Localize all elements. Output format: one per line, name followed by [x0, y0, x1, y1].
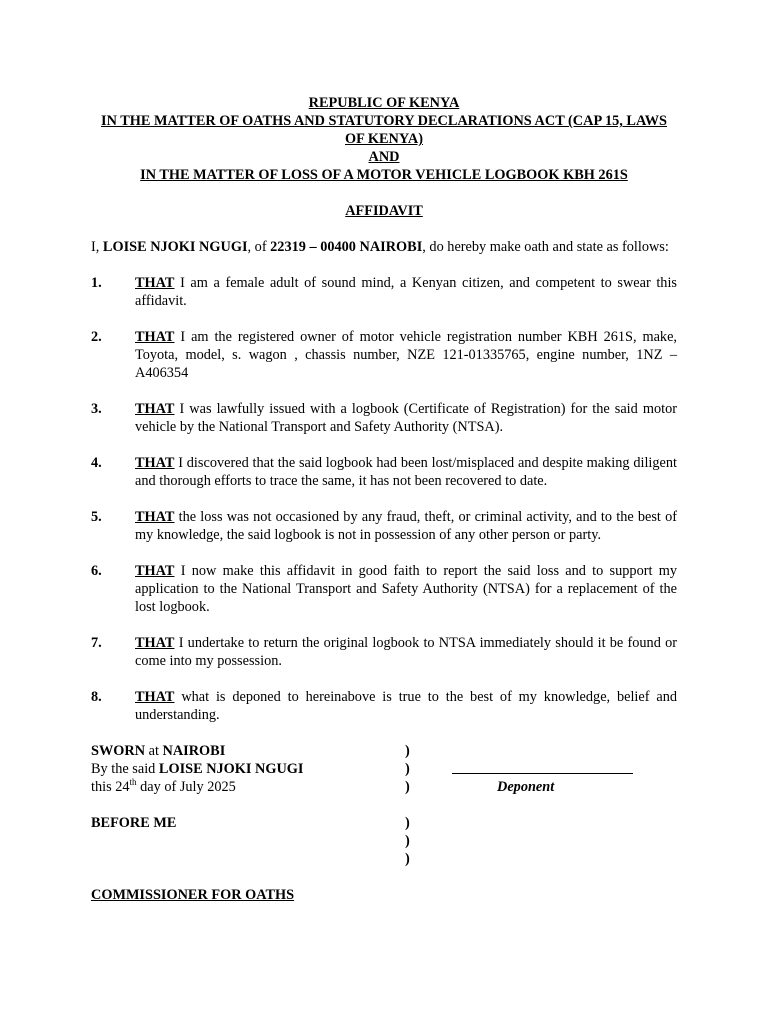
- that-lead: THAT: [135, 689, 175, 705]
- signature-line: [452, 773, 633, 774]
- intro-suffix: , do hereby make oath and state as follows:: [422, 239, 669, 255]
- paragraph-body: what is deponed to hereinabove is true to the best of my knowledge, belief and understanding.: [135, 689, 677, 723]
- paragraph-body: I now make this affidavit in good faith to report the said loss and to support my application to the National Transport and Safety Authority (NTSA) for a replacement of the lost logbook.: [135, 563, 677, 615]
- that-lead: THAT: [135, 509, 175, 525]
- paren: ): [405, 779, 410, 795]
- jurat-by-line: [91, 760, 391, 778]
- paragraph-1: [91, 274, 677, 310]
- commissioner-for-oaths: COMMISSIONER FOR OATHS: [91, 887, 295, 903]
- paren: ): [405, 851, 410, 867]
- paren: ): [405, 833, 410, 849]
- paragraph-7: [91, 634, 677, 670]
- sworn-label: SWORN: [91, 743, 146, 759]
- paragraph-text: [135, 562, 677, 616]
- header-matter-loss: IN THE MATTER OF LOSS OF A MOTOR VEHICLE LOGBOOK KBH 261S: [140, 167, 628, 183]
- paren: ): [405, 761, 410, 777]
- paragraph-4: [91, 454, 677, 490]
- before-me-parentheses: [405, 814, 410, 868]
- paragraph-body: the loss was not occasioned by any fraud, theft, or criminal activity, and to the best of my knowledge, the said logbook is not in possession of any other person or party.: [135, 509, 677, 543]
- paragraph-body: I discovered that the said logbook had been lost/misplaced and despite making diligent and thorough efforts to trace the same, it has not been recovered to date.: [135, 455, 677, 489]
- that-lead: THAT: [135, 275, 175, 291]
- paragraph-number: 6.: [91, 563, 102, 579]
- paragraph-body: I undertake to return the original logbook to NTSA immediately should it be found or come into my possession.: [135, 635, 677, 669]
- header-republic: REPUBLIC OF KENYA: [308, 95, 460, 111]
- before-me-block: [91, 814, 677, 868]
- paragraph-text: [135, 688, 677, 724]
- date-ordinal: th: [129, 777, 137, 788]
- paragraph-6: [91, 562, 677, 616]
- paragraph-2: [91, 328, 677, 382]
- that-lead: THAT: [135, 635, 175, 651]
- by-said: By the said: [91, 761, 159, 777]
- paragraph-text: [135, 400, 677, 436]
- jurat-parentheses: [405, 742, 410, 796]
- that-lead: THAT: [135, 563, 175, 579]
- document-body: [91, 94, 677, 904]
- paragraph-number: 2.: [91, 329, 102, 345]
- paragraph-5: [91, 508, 677, 544]
- paragraph-number: 5.: [91, 509, 102, 525]
- paragraph-number: 7.: [91, 635, 102, 651]
- date-this: this 24: [91, 779, 130, 795]
- paragraph-number: 1.: [91, 275, 102, 291]
- date-rest: day of July 2025: [136, 779, 236, 795]
- jurat-date-line: [91, 778, 391, 796]
- sworn-at: at: [145, 743, 163, 759]
- header-oaths-act: IN THE MATTER OF OATHS AND STATUTORY DECLARATIONS ACT (CAP 15, LAWS OF KENYA): [101, 113, 667, 147]
- jurat-block: [91, 742, 677, 814]
- paren: ): [405, 743, 410, 759]
- paragraph-number: 8.: [91, 689, 102, 705]
- paragraph-number: 4.: [91, 455, 102, 471]
- paragraph-text: [135, 328, 677, 382]
- paragraph-number: 3.: [91, 401, 102, 417]
- paragraph-body: I am a female adult of sound mind, a Kenyan citizen, and competent to swear this affidavit.: [135, 275, 677, 309]
- paragraph-body: I was lawfully issued with a logbook (Certificate of Registration) for the said motor vehicle by the National Transport and Safety Authority (NTSA).: [135, 401, 677, 435]
- intro-mid: , of: [247, 239, 271, 255]
- paragraph-text: [135, 454, 677, 490]
- deponent-address: 22319 – 00400 NAIROBI: [270, 239, 423, 255]
- paragraph-text: [135, 274, 677, 310]
- deponent-label: Deponent: [497, 779, 555, 795]
- that-lead: THAT: [135, 329, 175, 345]
- that-lead: THAT: [135, 455, 175, 471]
- header-and: AND: [368, 149, 400, 165]
- jurat-text: [91, 742, 391, 796]
- sworn-place: NAIROBI: [162, 743, 226, 759]
- paragraph-8: [91, 688, 677, 724]
- intro-paragraph: [91, 238, 677, 256]
- document-title: AFFIDAVIT: [345, 203, 423, 219]
- before-me-label: BEFORE ME: [91, 815, 177, 831]
- paragraph-body: I am the registered owner of motor vehicle registration number KBH 261S, make, Toyota, model, s. wagon , chassis number, NZE 121-01335765, engine number, 1NZ – A406354: [135, 329, 677, 381]
- paragraph-text: [135, 634, 677, 670]
- intro-prefix: I,: [91, 239, 103, 255]
- paren: ): [405, 815, 410, 831]
- paragraph-3: [91, 400, 677, 436]
- jurat-deponent-name: LOISE NJOKI NGUGI: [158, 761, 304, 777]
- deponent-name: LOISE NJOKI NGUGI: [102, 239, 248, 255]
- paragraph-text: [135, 508, 677, 544]
- that-lead: THAT: [135, 401, 175, 417]
- jurat-sworn-line: [91, 742, 391, 760]
